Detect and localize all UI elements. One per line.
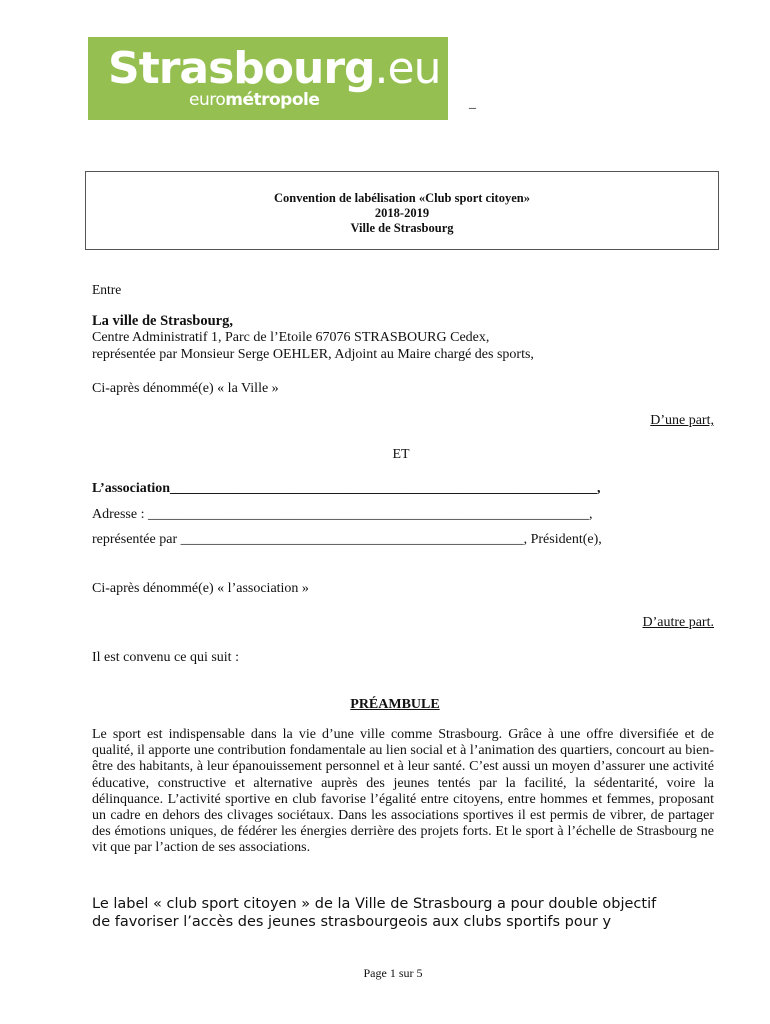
logo-sub-text: eurométropole: [189, 90, 320, 110]
title-line-2: 2018-2019: [374, 206, 430, 220]
preambule-heading: PRÉAMBULE: [350, 697, 440, 712]
label-paragraph: [92, 895, 732, 931]
ville-name: La ville de Strasbourg,: [92, 313, 233, 329]
title-line-1: Convention de labélisation «Club sport citoyen»: [274, 191, 530, 205]
ville-denomination: Ci-après dénommé(e) « la Ville »: [92, 381, 279, 396]
dautre-part: D’autre part.: [642, 615, 714, 630]
strasbourg-eu-logo: [88, 37, 448, 120]
ville-representative: représentée par Monsieur Serge OEHLER, Adjoint au Maire chargé des sports,: [92, 347, 534, 362]
association-line: L’association_____________________________________________________________,: [92, 481, 601, 496]
label-paragraph-line-2: de favoriser l’accès des jeunes strasbourgeois aux clubs sportifs pour y: [92, 914, 612, 930]
ville-address: Centre Administratif 1, Parc de l’Etoile 67076 STRASBOURG Cedex,: [92, 330, 490, 345]
et-text: ET: [392, 447, 410, 462]
adresse-line: Adresse : _______________________________________________________________,: [92, 507, 593, 522]
dune-part: D’une part,: [650, 413, 714, 428]
title-line-3: Ville de Strasbourg: [350, 221, 454, 235]
logo-main-text: Strasbourg.eu: [108, 43, 441, 94]
association-denomination: Ci-après dénommé(e) « l’association »: [92, 581, 309, 596]
header-dash: _: [469, 96, 476, 111]
convenu-text: Il est convenu ce qui suit :: [92, 650, 239, 665]
page-footer: Page 1 sur 5: [363, 966, 423, 980]
title-box: [85, 171, 719, 250]
entre-text: Entre: [92, 282, 122, 297]
preambule-paragraph: Le sport est indispensable dans la vie d’une ville comme Strasbourg. Grâce à une offre diversifiée et de qualité, il apporte une contribution fondamentale au lien social et à l’animation des quartiers, concourt au bien-être des habitants, à leur épanouissement personnel et à leur santé. C’est aussi un moyen d’assurer une activité éducative, constructive et alternative auprès des jeunes tentés par la facilité, la sédentarité, voire la délinquance. L’activité sportive en club favorise l’égalité entre citoyens, entre hommes et femmes, proposant un cadre en dehors des clivages sociétaux. Dans les associations sportives il est permis de vibrer, de partager des émotions uniques, de fédérer les énergies derrière des projets forts. Et le sport à l’échelle de Strasbourg ne vit que par l’action de ses associations.: [92, 727, 715, 856]
representee-line: représentée par _________________________________________________, Président(e),: [92, 532, 602, 547]
label-paragraph-line-1: Le label « club sport citoyen » de la Ville de Strasbourg a pour double objectif: [92, 896, 657, 912]
